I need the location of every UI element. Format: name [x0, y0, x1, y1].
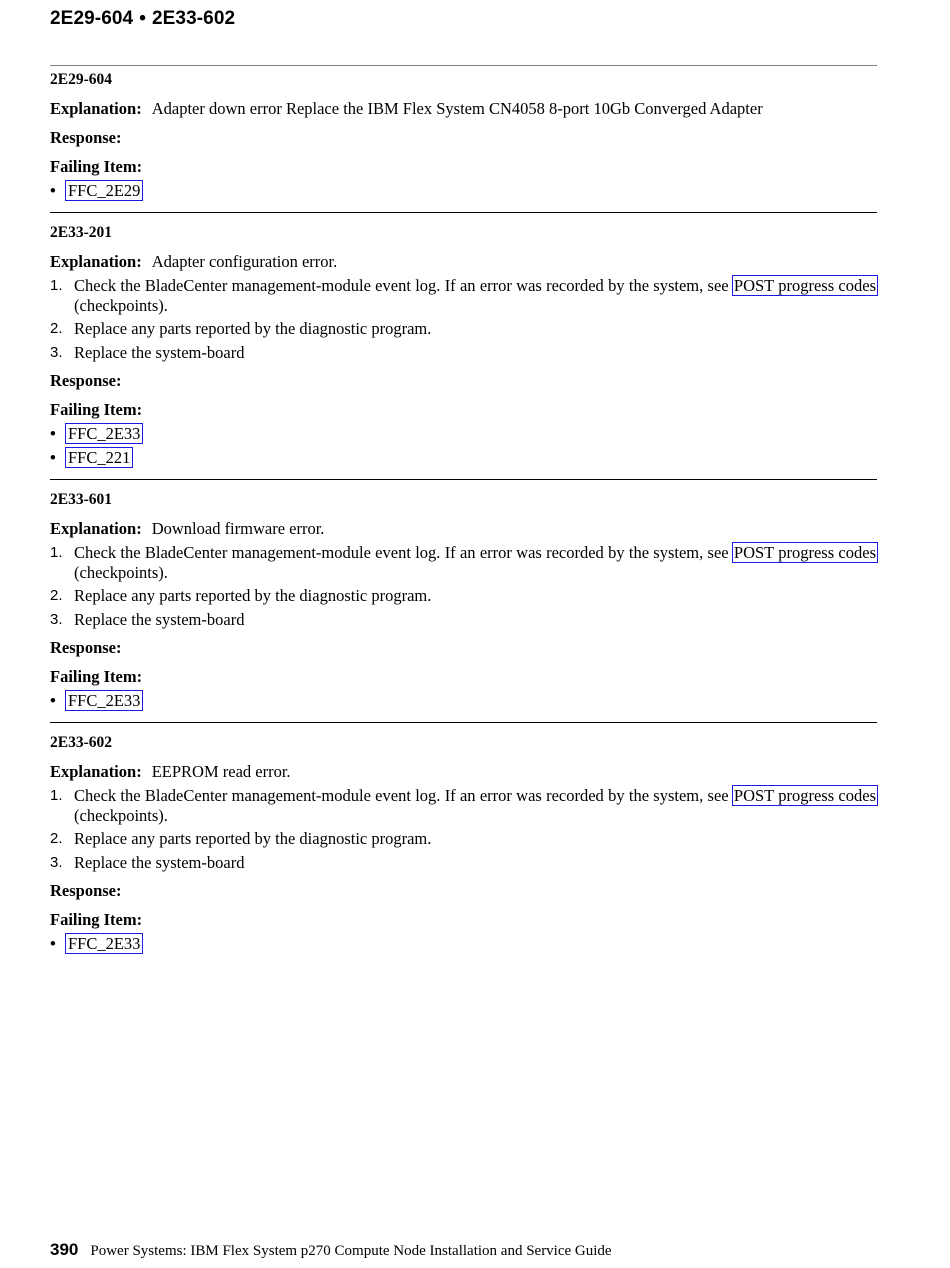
failing-item	[50, 691, 877, 711]
explanation-text: Adapter configuration error.	[151, 252, 338, 271]
step-number: 2.	[50, 830, 63, 847]
bullet-icon: •	[50, 935, 56, 953]
step-text: Replace the system-board	[74, 609, 245, 629]
step-text: Replace the system-board	[74, 342, 245, 362]
explanation-label: Explanation:	[50, 252, 142, 271]
post-progress-codes-link[interactable]: POST progress codes	[733, 786, 876, 805]
step-number: 2.	[50, 587, 63, 604]
entry-divider	[50, 212, 877, 213]
failing-item-link[interactable]: FFC_2E33	[68, 691, 141, 710]
entry-divider	[50, 479, 877, 480]
post-progress-codes-link[interactable]: POST progress codes	[733, 543, 876, 562]
explanation-text: Adapter down error Replace the IBM Flex System CN4058 8-port 10Gb Converged Adapter	[151, 99, 763, 118]
step-number: 1.	[50, 277, 63, 294]
error-entry	[50, 70, 877, 201]
failing-item-label: Failing Item:	[50, 667, 143, 686]
failing-item-list	[50, 424, 877, 468]
step	[50, 610, 877, 630]
step-text-tail: (checkpoints).	[74, 805, 168, 825]
step-text-tail: (checkpoints).	[74, 562, 168, 582]
failing-item-heading	[50, 910, 877, 930]
explanation	[50, 99, 877, 119]
error-code: 2E33-602	[50, 734, 112, 751]
failing-item-link[interactable]: FFC_221	[68, 448, 131, 467]
step	[50, 829, 877, 849]
failing-item	[50, 181, 877, 201]
page-number: 390	[50, 1240, 79, 1259]
step-text: Replace any parts reported by the diagnostic program.	[74, 586, 432, 605]
step-list	[50, 276, 877, 362]
error-code-list	[50, 70, 877, 958]
step	[50, 343, 877, 363]
response	[50, 881, 877, 901]
failing-item	[50, 934, 877, 954]
failing-item-list	[50, 691, 877, 711]
response-label: Response:	[50, 128, 122, 147]
step-text: Replace the system-board	[74, 852, 245, 872]
step-text-tail: (checkpoints).	[74, 295, 168, 315]
failing-item-label: Failing Item:	[50, 910, 143, 929]
step	[50, 276, 877, 315]
response-label: Response:	[50, 371, 122, 390]
step-list	[50, 543, 877, 629]
step	[50, 786, 877, 825]
explanation	[50, 252, 877, 272]
explanation	[50, 519, 877, 539]
error-entry	[50, 223, 877, 468]
step-number: 3.	[50, 343, 63, 361]
page-footer	[50, 1240, 612, 1260]
step-number: 2.	[50, 320, 63, 337]
failing-item-list	[50, 181, 877, 201]
failing-item-label: Failing Item:	[50, 157, 143, 176]
range-end: 2E33-602	[151, 8, 236, 29]
explanation	[50, 762, 877, 782]
bullet-icon: •	[50, 182, 56, 200]
failing-item-link[interactable]: FFC_2E33	[68, 934, 141, 953]
failing-item	[50, 448, 877, 468]
header-rule	[50, 65, 877, 66]
explanation-label: Explanation:	[50, 762, 142, 781]
running-head	[50, 8, 235, 30]
error-code: 2E33-601	[50, 491, 112, 508]
response-label: Response:	[50, 638, 122, 657]
explanation-text: EEPROM read error.	[151, 762, 291, 781]
response-label: Response:	[50, 881, 122, 900]
step-text: Check the BladeCenter management-module event log. If an error was recorded by the system, see	[74, 276, 733, 295]
step	[50, 319, 877, 339]
error-code: 2E29-604	[50, 71, 112, 88]
document-title: Power Systems: IBM Flex System p270 Compute Node Installation and Service Guide	[90, 1243, 612, 1259]
step	[50, 853, 877, 873]
step-number: 1.	[50, 787, 63, 804]
explanation-text: Download firmware error.	[151, 519, 325, 538]
bullet-icon: •	[50, 425, 56, 443]
bullet-icon: •	[50, 449, 56, 467]
step-text: Check the BladeCenter management-module event log. If an error was recorded by the system, see	[74, 543, 733, 562]
range-start: 2E29-604	[50, 8, 134, 29]
post-progress-codes-link[interactable]: POST progress codes	[733, 276, 876, 295]
response	[50, 371, 877, 391]
failing-item-heading	[50, 667, 877, 687]
explanation-label: Explanation:	[50, 519, 142, 538]
step-number: 3.	[50, 853, 63, 871]
step-text: Replace any parts reported by the diagnostic program.	[74, 829, 432, 848]
failing-item	[50, 424, 877, 444]
explanation-label: Explanation:	[50, 99, 142, 118]
step-text: Check the BladeCenter management-module event log. If an error was recorded by the system, see	[74, 786, 733, 805]
step	[50, 543, 877, 582]
step-text: Replace any parts reported by the diagnostic program.	[74, 319, 432, 338]
failing-item-heading	[50, 400, 877, 420]
entry-divider	[50, 722, 877, 723]
step-number: 3.	[50, 610, 63, 628]
failing-item-list	[50, 934, 877, 954]
range-separator: •	[139, 8, 146, 29]
step	[50, 586, 877, 606]
step-number: 1.	[50, 544, 63, 561]
error-entry	[50, 490, 877, 711]
failing-item-link[interactable]: FFC_2E33	[68, 424, 141, 443]
bullet-icon: •	[50, 692, 56, 710]
step-list	[50, 786, 877, 872]
error-code: 2E33-201	[50, 224, 112, 241]
failing-item-label: Failing Item:	[50, 400, 143, 419]
response	[50, 638, 877, 658]
failing-item-heading	[50, 157, 877, 177]
response	[50, 128, 877, 148]
error-entry	[50, 733, 877, 954]
failing-item-link[interactable]: FFC_2E29	[68, 181, 141, 200]
